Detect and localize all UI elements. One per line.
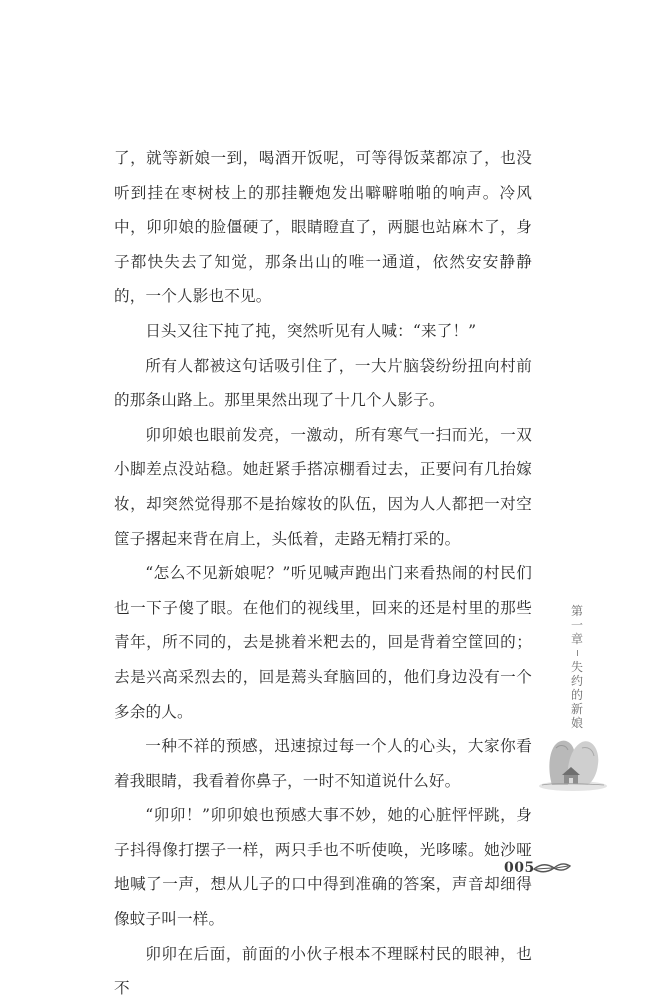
- paragraph-8: 卯卯在后面，前面的小伙子根本不理睬村民的眼神，也不: [114, 944, 532, 998]
- paragraph-3: 所有人都被这句话吸引住了，一大片脑袋纷纷扭向村前的那条山路上。那里果然出现了十几个人影子。: [114, 356, 532, 410]
- leaf-ornament-icon: [532, 857, 572, 879]
- sidebar-divider: [577, 650, 578, 656]
- paragraph-5: “怎么不见新娘呢？”听见喊声跑出门来看热闹的村民们也一下子傻了眼。在他们的视线里，回来的还是村里的那些青年，所不同的，去是挑着米粑去的，回是背着空筐回的；去是兴高采烈去的，回是蔫头耷脑回的，他们身边没有一个多余的人。: [114, 564, 532, 721]
- chapter-title: 失 约 的 新 娘: [570, 660, 583, 730]
- paragraph-7: “卯卯！”卯卯娘也预感大事不妙，她的心脏怦怦跳，身子抖得像打摆子一样，两只手也不听使唤，光哆嗦。她沙哑地喊了一声，想从儿子的口中得到准确的答案，声音却细得像蚊子叫一样。: [114, 806, 532, 929]
- body-text: [114, 141, 532, 1006]
- chapter-sidebar: [560, 604, 594, 730]
- paragraph-2: 日头又往下扽了扽，突然听见有人喊：“来了！”: [145, 321, 477, 340]
- chapter-label: 第 一 章: [570, 604, 583, 646]
- page-number: 005: [504, 860, 535, 876]
- paragraph-6: 一种不祥的预感，迅速掠过每一个人的心头，大家你看着我眼睛，我看着你鼻子，一时不知道说什么好。: [114, 737, 532, 790]
- tree-house-illustration: [538, 728, 608, 792]
- paragraph-4: 卯卯娘也眼前发亮，一激动，所有寒气一扫而光，一双小脚差点没站稳。她赶紧手搭凉棚看过去，正要问有几抬嫁妆，却突然觉得那不是抬嫁妆的队伍，因为人人都把一对空筐子撂起来背在肩上，头低着，走路无精打采的。: [114, 425, 532, 548]
- paragraph-1: 了，就等新娘一到，喝酒开饭呢，可等得饭菜都凉了，也没听到挂在枣树枝上的那挂鞭炮发出噼噼啪啪的响声。冷风中，卯卯娘的脸僵硬了，眼睛瞪直了，两腿也站麻木了，身子都快失去了知觉，那条出山的唯一通道，依然安安静静的，一个人影也不见。: [114, 149, 532, 306]
